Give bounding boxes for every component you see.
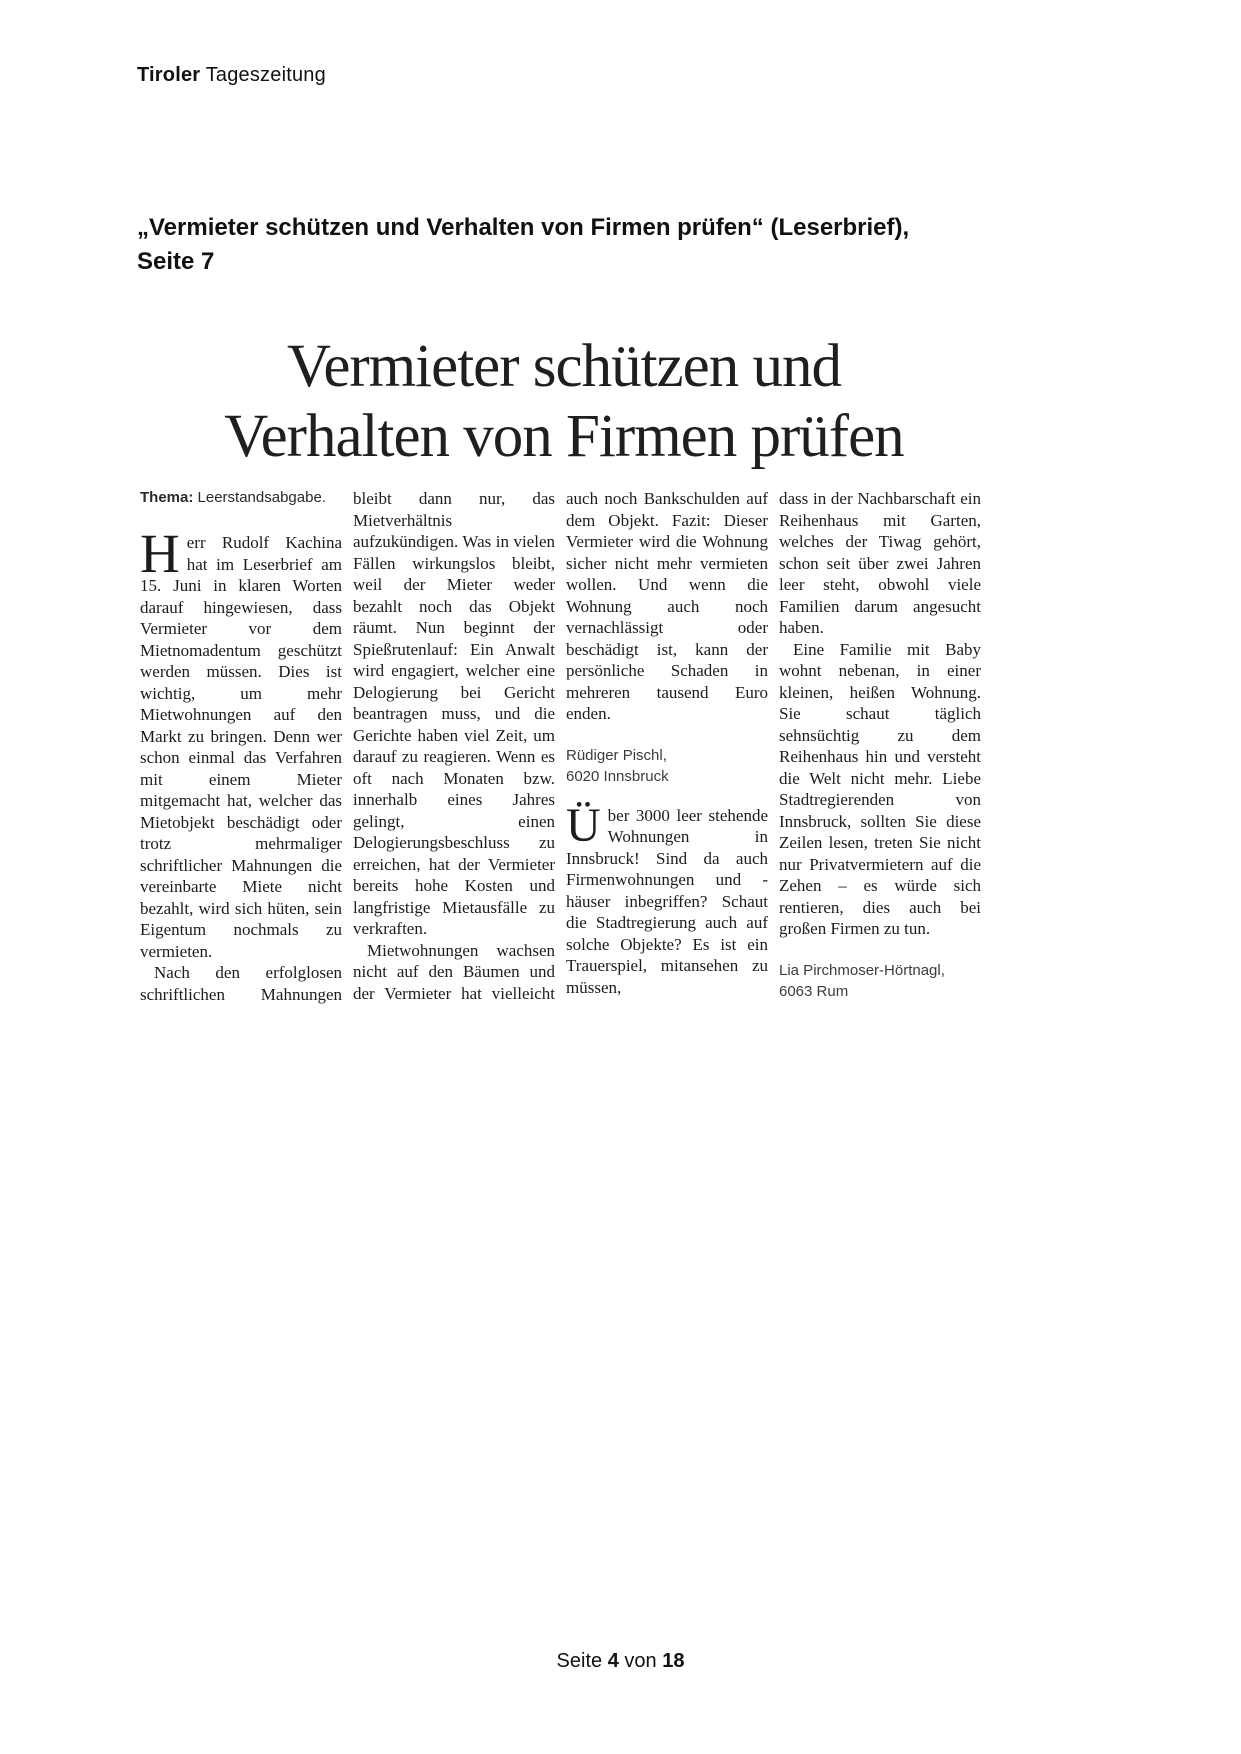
masthead-title: Tageszeitung bbox=[205, 64, 326, 86]
footer-total-pages: 18 bbox=[662, 1650, 685, 1672]
reference-heading-line2: Seite 7 bbox=[137, 248, 215, 275]
footer-word-seite: Seite bbox=[556, 1650, 603, 1672]
footer-current-page: 4 bbox=[607, 1650, 619, 1672]
paragraph-text: ber 3000 leer stehende Wohnungen in Innsbruck! Sind da auch Firmenwohnungen und -häuser inbegriffen? Schaut die Stadtregierung auch auf solche Objekte? Es ist ein Trauerspiel, mitansehen zu müssen, bbox=[566, 805, 768, 997]
paragraph-text: Mietwohnungen wachsen nicht auf den Bäumen und der Vermieter hat vielleicht bbox=[353, 940, 555, 1003]
paragraph-text: auch noch Bankschulden auf dem Objekt. Fazit: Dieser Vermieter wird die Wohnung sicher nicht mehr vermieten wollen. Und wenn die Wohnung auch noch vernachlässigt oder beschädigt ist, kann der persönliche Schaden in mehreren tausend Euro enden. bbox=[566, 489, 768, 723]
signature-block bbox=[779, 960, 981, 1002]
paragraph-text: Nach den erfolglosen schriftlichen Mahnungen bbox=[140, 963, 342, 1004]
signature-name: Rüdiger Pischl, bbox=[566, 746, 667, 764]
page-footer bbox=[0, 1650, 1241, 1673]
paragraph bbox=[140, 962, 342, 1005]
headline-line1: Vermieter schützen und bbox=[287, 333, 841, 400]
article-column-2 bbox=[353, 488, 555, 1004]
article-column-3 bbox=[566, 488, 768, 998]
footer-word-von: von bbox=[624, 1650, 657, 1672]
masthead-brand: Tiroler bbox=[137, 64, 201, 86]
paragraph-text: dass in der Nachbarschaft ein Reihenhaus mit Garten, welches der Tiwag gehört, schon seit über zwei Jahren leer steht, obwohl viele Familien darum angesucht haben. bbox=[779, 489, 981, 637]
clipping-headline bbox=[140, 332, 988, 472]
article-reference-heading bbox=[137, 211, 1087, 279]
paragraph bbox=[779, 639, 981, 940]
signature-block bbox=[566, 745, 768, 787]
reference-heading-line1: „Vermieter schützen und Verhalten von Firmen prüfen“ (Leserbrief), bbox=[137, 214, 910, 241]
thema-value: Leerstandsabgabe. bbox=[197, 489, 326, 506]
paragraph bbox=[779, 488, 981, 639]
article-column-4 bbox=[779, 488, 981, 1020]
signature-city: 6063 Rum bbox=[779, 982, 849, 1000]
paragraph bbox=[353, 940, 555, 1005]
thema-label: Thema: bbox=[140, 489, 194, 506]
drop-cap: Ü bbox=[566, 798, 601, 852]
headline-line2: Verhalten von Firmen prüfen bbox=[224, 403, 904, 470]
paragraph-text: Eine Familie mit Baby wohnt nebenan, in einer kleinen, heißen Wohnung. Sie schaut täglich sehnsüchtig zu dem Reihenhaus hin und versteht die Welt nicht mehr. Liebe Stadtregierenden von Innsbruck, sollten Sie diese Zeilen lesen, treten Sie nicht nur Privatvermietern auf die Zehen – es würde sich rentieren, dies auch bei großen Firmen zu tun. bbox=[779, 639, 981, 938]
newspaper-clipping bbox=[140, 332, 988, 1020]
paragraph bbox=[566, 488, 768, 725]
article-column-1 bbox=[140, 488, 342, 1005]
masthead bbox=[137, 64, 326, 87]
signature-name: Lia Pirchmoser-Hörtnagl, bbox=[779, 961, 945, 979]
thema-line bbox=[140, 488, 342, 507]
paragraph-text: err Rudolf Kachina hat im Leserbrief am 15. Juni in klaren Worten darauf hingewiesen, dass Vermieter vor dem Mietnomadentum geschützt werden müssen. Dies ist wichtig, um mehr Mietwohnungen auf den Markt zu bringen. Denn wer schon einmal das Verfahren mit einem Mieter mitgemacht hat, welcher das Mietobjekt beschädigt oder trotz mehrmaliger schriftlicher Mahnungen die vereinbarte Miete nicht bezahlt, wird sich hüten, sein Eigentum nochmals zu vermieten. bbox=[140, 533, 342, 961]
paragraph bbox=[140, 523, 342, 962]
paragraph bbox=[566, 798, 768, 999]
signature-city: 6020 Innsbruck bbox=[566, 767, 669, 785]
article-columns bbox=[140, 488, 988, 1020]
drop-cap: H bbox=[140, 523, 180, 584]
paragraph bbox=[353, 488, 555, 940]
paragraph-text: bleibt dann nur, das Mietverhältnis aufzukündigen. Was in vielen Fällen wirkungslos bleibt, weil der Mieter weder bezahlt noch das Objekt räumt. Nun beginnt der Spießrutenlauf: Ein Anwalt wird engagiert, welcher eine Delogierung bei Gericht beantragen muss, und die Gerichte haben viel Zeit, um darauf zu reagieren. Wenn es oft nach Monaten bzw. innerhalb eines Jahres gelingt, einen Delogierungsbeschluss zu erreichen, hat der Vermieter bereits hohe Kosten und langfristige Mietausfälle zu verkraften. bbox=[353, 489, 555, 938]
